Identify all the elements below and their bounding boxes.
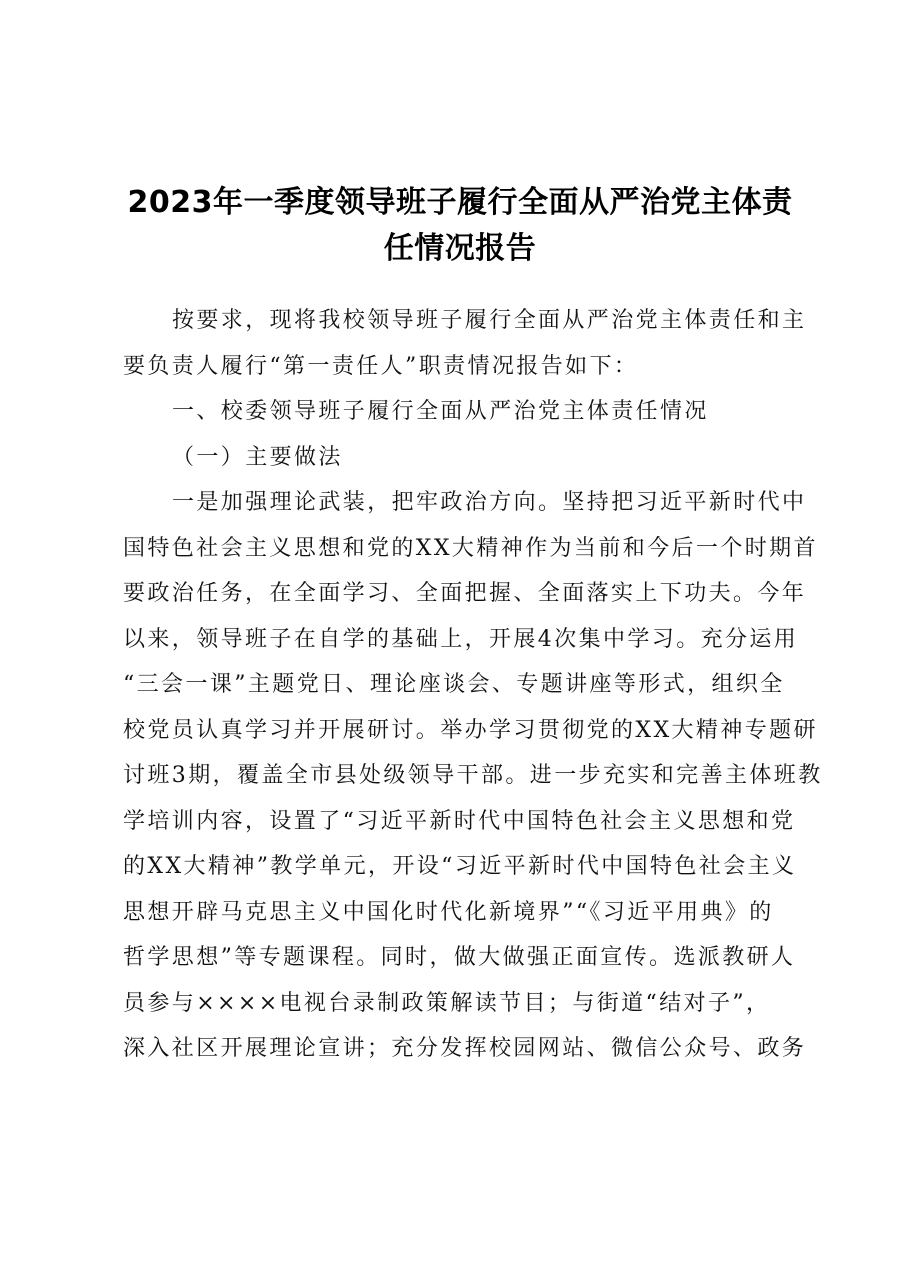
text-line: “三会一课”主题党日、理论座谈会、专题讲座等形式，组织全 xyxy=(123,672,785,697)
intro-paragraph xyxy=(123,298,813,389)
text-line: 的XX大精神”教学单元，开设“习近平新时代中国特色社会主义 xyxy=(123,854,797,879)
title-line: 2023年一季度领导班子履行全面从严治党主体责 xyxy=(127,185,793,221)
text-line: 以来，领导班子在自学的基础上，开展4次集中学习。充分运用 xyxy=(123,626,799,652)
body-paragraph xyxy=(123,480,823,1072)
text-line: 校党员认真学习并开展研讨。举办学习贯彻党的XX大精神专题研 xyxy=(123,717,818,743)
text-line: 哲学思想”等专题课程。同时，做大做强正面宣传。选派教研人 xyxy=(123,945,796,970)
text-line: 国特色社会主义思想和党的XX大精神作为当前和今后一个时期首 xyxy=(123,535,818,561)
text-line: 要负责人履行“第一责任人”职责情况报告如下： xyxy=(123,353,639,379)
text-line: 深入社区开展理论宣讲；充分发挥校园网站、微信公众号、政务 xyxy=(123,1036,807,1061)
text-line: 员参与××××电视台录制政策解读节目；与街道“结对子”， xyxy=(123,990,771,1016)
document-title xyxy=(115,180,805,272)
text-line: 一、校委领导班子履行全面从严治党主体责任情况 xyxy=(172,399,709,424)
subsection-heading xyxy=(123,435,813,481)
text-line: 按要求，现将我校领导班子履行全面从严治党主体责任和主 xyxy=(172,308,807,333)
text-line: 一是加强理论武装，把牢政治方向。坚持把习近平新时代中 xyxy=(172,490,807,515)
text-line: 讨班3期，覆盖全市县处级领导干部。进一步充实和完善主体班教 xyxy=(123,763,823,788)
document-body xyxy=(123,298,823,1072)
text-line: 要政治任务，在全面学习、全面把握、全面落实上下功夫。今年 xyxy=(123,581,807,606)
text-line: （一）主要做法 xyxy=(172,444,343,470)
section-heading xyxy=(123,389,813,435)
text-line: 思想开辟马克思主义中国化时代化新境界”“《习近平用典》的 xyxy=(123,899,774,925)
text-line: 学培训内容，设置了“习近平新时代中国特色社会主义思想和党 xyxy=(123,808,796,834)
title-line: 任情况报告 xyxy=(383,231,537,267)
